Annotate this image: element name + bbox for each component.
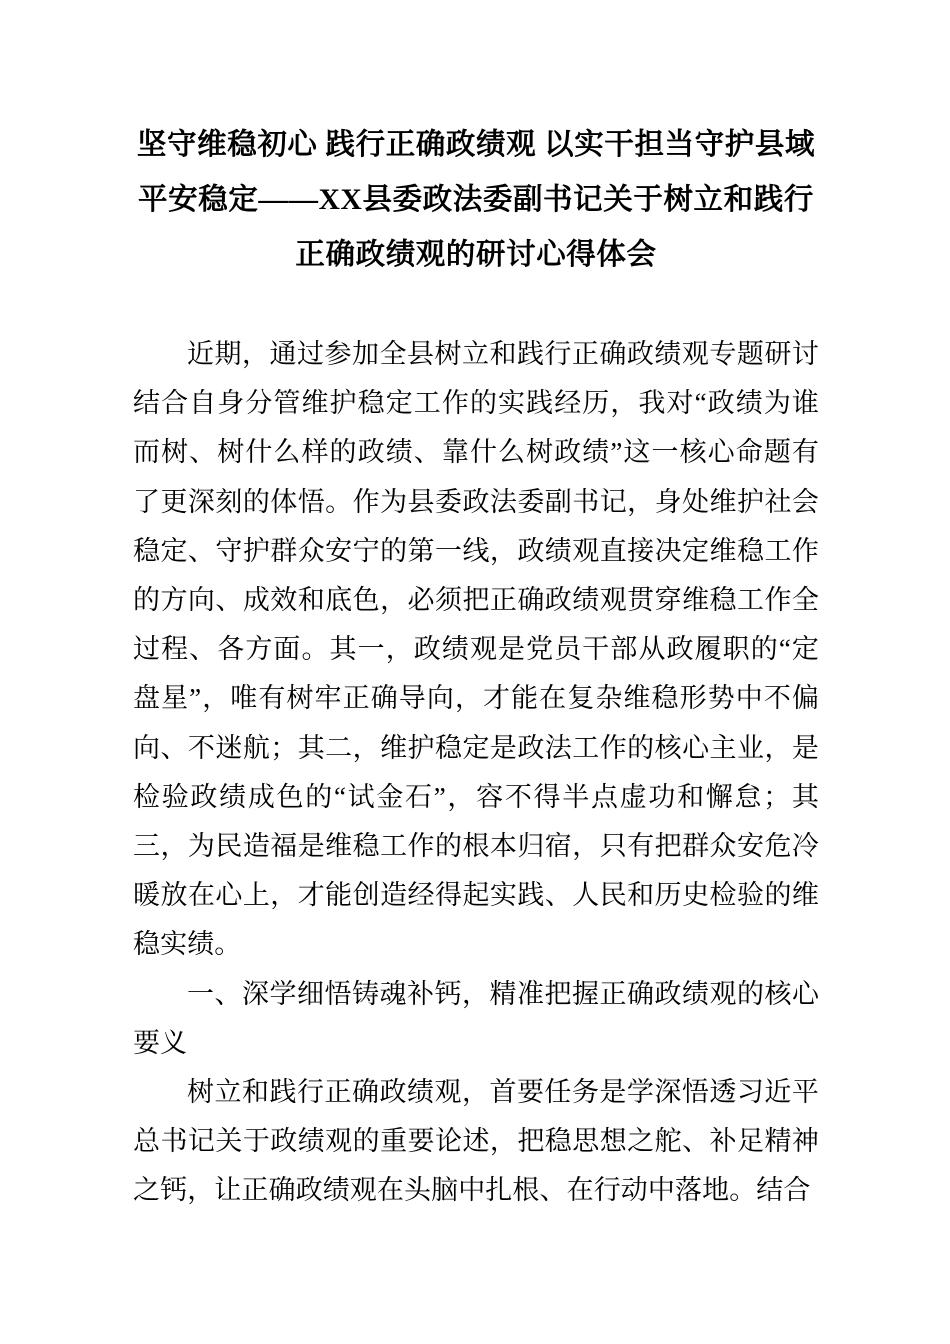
document-body <box>133 330 819 1216</box>
document-title-line-3: 正确政绩观的研讨心得体会 <box>295 239 657 271</box>
page-content <box>133 118 819 1216</box>
document-title-line-2: 平安稳定——XX县委政法委副书记关于树立和践行 <box>138 184 814 216</box>
opening-paragraph: 近期，通过参加全县树立和践行正确政绩观专题研讨结合自身分管维护稳定工作的实践经历，我对“政绩为谁而树、树什么样的政绩、靠什么树政绩”这一核心命题有了更深刻的体悟。作为县委政法委副书记，身处维护社会稳定、守护群众安宁的第一线，政绩观直接决定维稳工作的方向、成效和底色，必须把正确政绩观贯穿维稳工作全过程、各方面。其一，政绩观是党员干部从政履职的“定盘星”，唯有树牢正确导向，才能在复杂维稳形势中不偏向、不迷航；其二，维护稳定是政法工作的核心主业，是检验政绩成色的“试金石”，容不得半点虚功和懈怠；其三，为民造福是维稳工作的根本归宿，只有把群众安危冷暖放在心上，才能创造经得起实践、人民和历史检验的维稳实绩。 <box>133 339 819 960</box>
document-title <box>133 118 819 283</box>
section-1-paragraph-1: 树立和践行正确政绩观，首要任务是学深悟透习近平总书记关于政绩观的重要论述，把稳思想之舵、补足精神之钙，让正确政绩观在头脑中扎根、在行动中落地。结合 <box>133 1077 819 1206</box>
section-heading-1: 一、深学细悟铸魂补钙，精准把握正确政绩观的核心要义 <box>133 978 819 1058</box>
document-title-line-1: 坚守维稳初心 践行正确政绩观 以实干担当守护县域 <box>136 129 816 161</box>
